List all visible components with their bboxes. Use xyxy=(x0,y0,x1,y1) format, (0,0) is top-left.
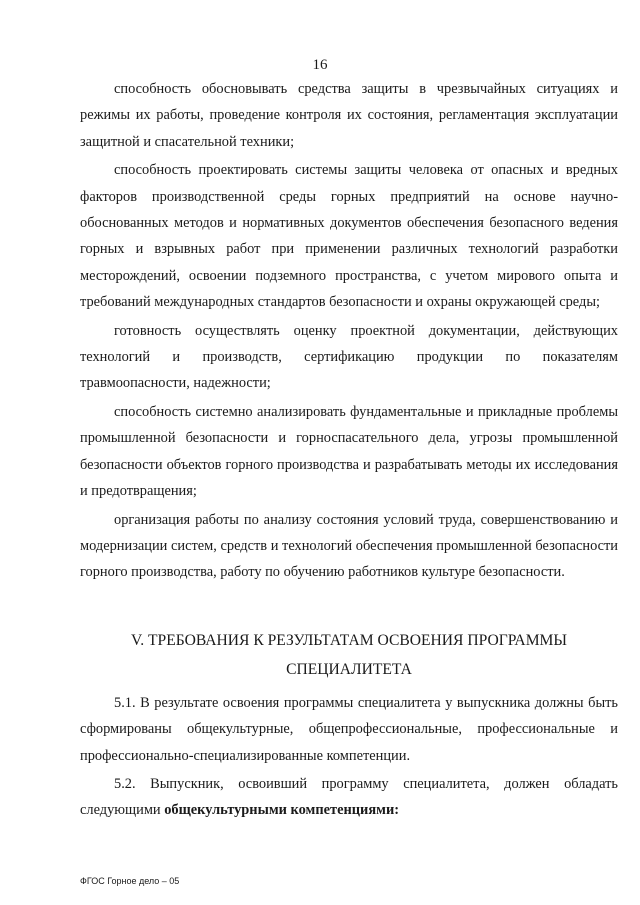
competency-paragraph: организация работы по анализу состояния условий труда, совершенствованию и модернизации систем, средств и технологий обеспечения промышленной безопасности горного производства, работу по обучению работников культуре безопасности. xyxy=(80,511,618,581)
clause-5-2 xyxy=(80,771,618,824)
clause-5-2-text: 5.2. Выпускник, освоивший программу специалитета, должен обладать следующими xyxy=(80,775,618,819)
competency-paragraph: способность системно анализировать фундаментальные и прикладные проблемы промышленной безопасности и горноспасательного дела, угрозы промышленной безопасности объектов горного производства и разрабатывать методы их исследования и предотвращения; xyxy=(80,403,618,500)
section-heading xyxy=(80,626,618,684)
competency-paragraph: готовность осуществлять оценку проектной документации, действующих технологий и производств, сертификацию продукции по показателям травмоопасности, надежности; xyxy=(80,322,618,392)
section-heading-line-1: V. ТРЕБОВАНИЯ К РЕЗУЛЬТАТАМ ОСВОЕНИЯ ПРОГРАММЫ xyxy=(130,631,568,649)
competency-paragraph: способность обосновывать средства защиты в чрезвычайных ситуациях и режимы их работы, проведение контроля их состояния, регламентация эксплуатации защитной и спасательной техники; xyxy=(80,81,618,150)
clause-5-1: 5.1. В результате освоения программы специалитета у выпускника должны быть сформированы общекультурные, общепрофессиональные, профессиональные и профессионально-специализированные компетенции. xyxy=(80,694,618,764)
page-footer: ФГОС Горное дело – 05 xyxy=(80,876,180,886)
competency-paragraph: способность проектировать системы защиты человека от опасных и вредных факторов производственной среды горных предприятий на основе научно-обоснованных методов и нормативных документов обеспечения безопасного ведения горных и взрывных работ при применении различных технологий разработки месторождений, освоении подземного пространства, с учетом мирового опыта и требований международных стандартов безопасности и охраны окружающей среды; xyxy=(80,162,618,311)
section-heading-line-2: СПЕЦИАЛИТЕТА xyxy=(286,660,412,678)
page-number: 16 xyxy=(312,57,328,73)
clause-5-2-bold: общекультурными компетенциями: xyxy=(164,802,400,819)
document-body xyxy=(80,76,618,826)
